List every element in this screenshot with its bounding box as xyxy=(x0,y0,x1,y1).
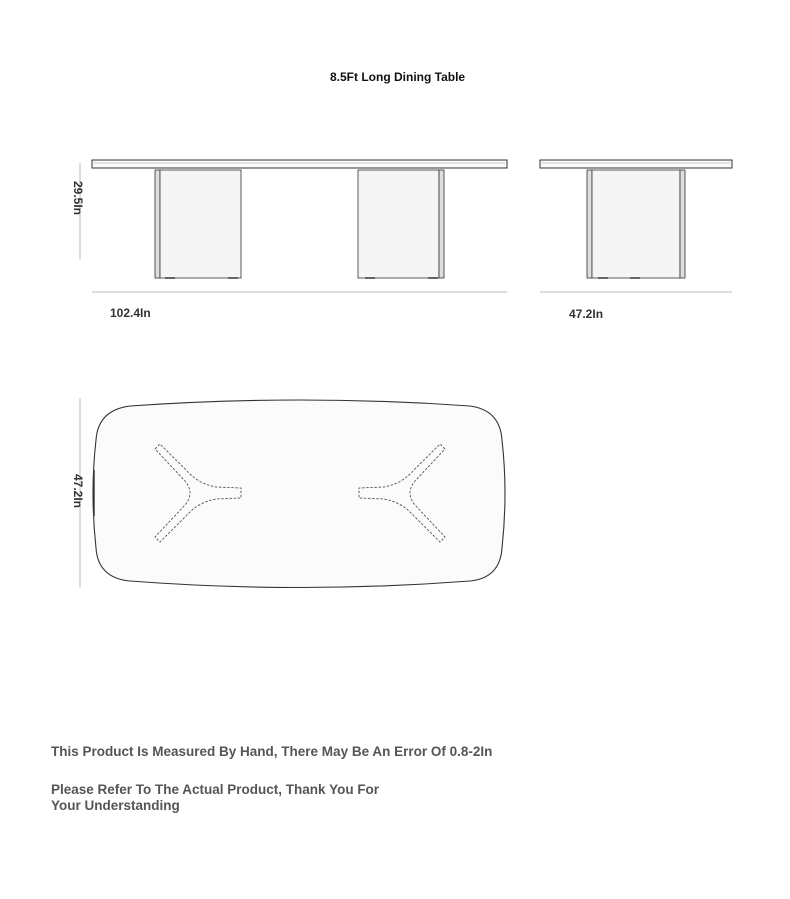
side-elevation xyxy=(540,160,732,292)
side-pedestal xyxy=(592,170,680,278)
side-tabletop xyxy=(540,160,732,168)
measurement-note: This Product Is Measured By Hand, There May Be An Error Of 0.8-2In xyxy=(51,744,493,759)
side-width-dimension-label: 47.2In xyxy=(569,307,604,321)
top-view-tabletop-outline xyxy=(93,400,505,588)
front-tabletop xyxy=(92,160,507,168)
length-dimension-label: 102.4In xyxy=(110,306,151,320)
front-left-pedestal xyxy=(155,170,241,278)
front-elevation xyxy=(80,160,507,292)
height-dimension-label: 29.5In xyxy=(71,180,85,216)
reference-note: Please Refer To The Actual Product, Thank You For Your Understanding xyxy=(51,782,380,813)
top-width-dimension-label: 47.2In xyxy=(71,473,85,509)
front-right-pedestal xyxy=(358,170,444,278)
page-title: 8.5Ft Long Dining Table xyxy=(330,70,466,84)
top-view xyxy=(80,398,505,588)
